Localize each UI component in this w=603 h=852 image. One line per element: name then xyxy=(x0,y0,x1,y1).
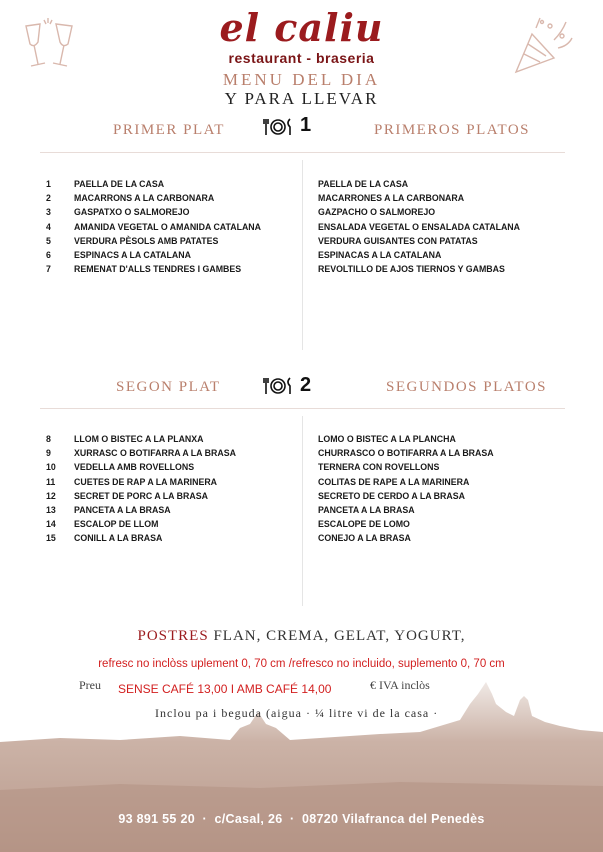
dish-name-es: ENSALADA VEGETAL O ENSALADA CATALANA xyxy=(318,221,521,232)
dish-name-ca: CUETES DE RAP A LA MARINERA xyxy=(74,476,218,487)
menu-title: MENU DEL DIA xyxy=(222,70,381,89)
dish-name-es: CONEJO A LA BRASA xyxy=(318,533,411,544)
dish-name-ca: GASPATXO O SALMOREJO xyxy=(74,207,190,218)
dish-number: 1 xyxy=(46,179,51,189)
dish-name-ca: LLOM O BISTEC A LA PLANXA xyxy=(74,434,204,444)
dish-name-ca: XURRASC O BOTIFARRA A LA BRASA xyxy=(74,448,236,459)
cutlery-icon xyxy=(262,376,294,401)
section1-title-ca: PRIMER PLAT xyxy=(113,122,225,138)
section2-list-ca xyxy=(74,432,236,546)
includes-note: Inclou pa i beguda (aigua · ¼ litre vi de la casa · xyxy=(155,706,439,720)
section2-column-divider xyxy=(302,416,303,606)
dish-name-es: REVOLTILLO DE AJOS TIERNOS Y GAMBAS xyxy=(318,264,505,275)
dish-number: 3 xyxy=(46,207,51,218)
dish-name-es: CHURRASCO O BOTIFARRA A LA BRASA xyxy=(318,448,494,459)
takeaway-title: Y PARA LLEVAR xyxy=(224,89,379,108)
price-label: Preu xyxy=(79,678,101,692)
dish-name-ca: VEDELLA AMB ROVELLONS xyxy=(74,462,195,473)
dish-number: 10 xyxy=(46,462,56,473)
dish-name-es: ESCALOPE DE LOMO xyxy=(318,519,410,530)
dish-number: 6 xyxy=(46,249,51,260)
section1-divider xyxy=(40,152,565,153)
dish-name-es: GAZPACHO O SALMOREJO xyxy=(318,207,436,218)
section2-numbers xyxy=(46,432,68,546)
contact-line: 93 891 55 20 · c/Casal, 26 · 08720 Vilafranca del Penedès xyxy=(118,812,485,826)
dish-name-es: MACARRONES A LA CARBONARA xyxy=(318,193,465,204)
dish-number: 2 xyxy=(46,193,51,204)
dish-number: 13 xyxy=(46,504,56,515)
section1-number: 1 xyxy=(300,114,312,136)
dish-name-es: ESPINACAS A LA CATALANA xyxy=(318,249,442,260)
dish-number: 14 xyxy=(46,519,56,530)
cutlery-icon xyxy=(262,117,294,142)
dish-name-ca: SECRET DE PORC A LA BRASA xyxy=(74,490,208,501)
section1-numbers xyxy=(46,177,68,276)
dish-name-ca: VERDURA PÈSOLS AMB PATATES xyxy=(74,235,219,246)
dish-number: 9 xyxy=(46,448,51,459)
dish-name-es: PANCETA A LA BRASA xyxy=(318,504,415,515)
dish-name-ca: AMANIDA VEGETAL O AMANIDA CATALANA xyxy=(74,221,262,232)
dish-name-ca: REMENAT D'ALLS TENDRES I GAMBES xyxy=(74,264,242,275)
restaurant-subtitle: restaurant - braseria xyxy=(228,50,375,66)
dish-name-ca: ESCALOP DE LLOM xyxy=(74,519,159,530)
dish-name-ca: PAELLA DE LA CASA xyxy=(74,179,165,189)
dish-name-es: LOMO O BISTEC A LA PLANCHA xyxy=(318,434,456,444)
section1-column-divider xyxy=(302,160,303,350)
dish-number: 11 xyxy=(46,476,56,487)
dish-name-es: SECRETO DE CERDO A LA BRASA xyxy=(318,490,465,501)
phone-number: 93 891 55 20 xyxy=(118,812,195,826)
section1-title-es: PRIMEROS PLATOS xyxy=(374,122,531,138)
dish-name-ca: MACARRONS A LA CARBONARA xyxy=(74,193,215,204)
vat-note: € IVA inclòs xyxy=(370,678,430,692)
dish-number: 15 xyxy=(46,533,56,544)
city-address: 08720 Vilafranca del Penedès xyxy=(302,812,485,826)
section1-list-es xyxy=(318,177,520,276)
section2-number: 2 xyxy=(300,374,312,396)
dish-name-ca: ESPINACS A LA CATALANA xyxy=(74,249,191,260)
desserts-label: POSTRES xyxy=(137,628,209,644)
dish-name-es: TERNERA CON ROVELLONS xyxy=(318,462,440,473)
section2-title-es: SEGUNDOS PLATOS xyxy=(386,379,548,395)
section2-divider xyxy=(40,408,565,409)
dish-number: 4 xyxy=(46,221,51,232)
dish-name-es: COLITAS DE RAPE A LA MARINERA xyxy=(318,476,470,487)
dish-number: 12 xyxy=(46,490,56,501)
desserts-line xyxy=(0,628,603,645)
section1-list-ca xyxy=(74,177,261,276)
price-values: SENSE CAFÉ 13,00 I AMB CAFÉ 14,00 xyxy=(118,682,332,696)
dish-name-es: VERDURA GUISANTES CON PATATAS xyxy=(318,235,478,246)
dish-name-ca: CONILL A LA BRASA xyxy=(74,533,163,544)
street-address: c/Casal, 26 xyxy=(214,812,283,826)
restaurant-logo: el caliu xyxy=(219,5,384,50)
dish-name-ca: PANCETA A LA BRASA xyxy=(74,504,171,515)
dish-number: 5 xyxy=(46,235,51,246)
section2-list-es xyxy=(318,432,494,546)
dish-number: 7 xyxy=(46,264,51,275)
drink-note: refresc no inclòss uplement 0, 70 cm /refresco no incluido, suplemento 0, 70 cm xyxy=(98,658,505,670)
dish-number: 8 xyxy=(46,434,51,444)
dish-name-es: PAELLA DE LA CASA xyxy=(318,179,409,189)
section2-title-ca: SEGON PLAT xyxy=(116,379,221,395)
desserts-items: FLAN, CREMA, GELAT, YOGURT, xyxy=(213,628,466,644)
